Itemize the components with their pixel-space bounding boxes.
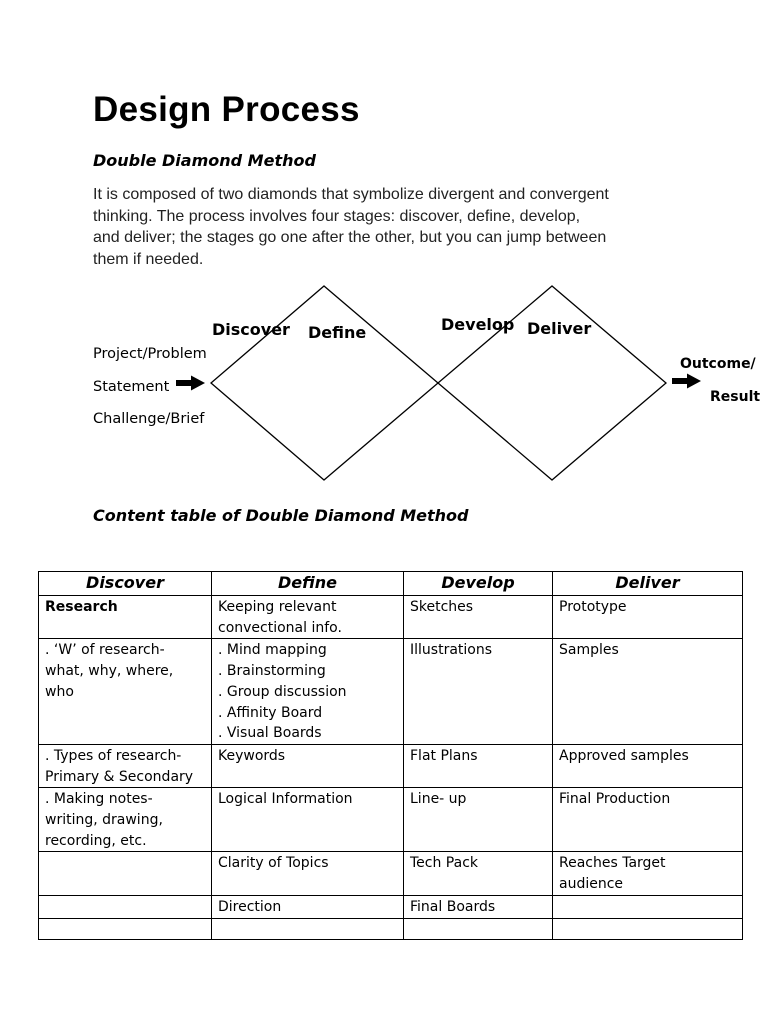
table-cell [404,895,553,918]
table-cell [39,788,212,852]
table-row [39,918,743,939]
table-cell [39,852,212,895]
column-header: Deliver [553,572,743,596]
cell-line: recording, etc. [45,832,147,849]
cell-line: Line- up [410,791,467,808]
table-row [39,895,743,918]
cell-line: Keeping relevant [218,599,337,615]
table-cell [404,744,553,787]
cell-line: . Types of research- [45,747,182,764]
cell-line: Logical Information [218,791,353,808]
cell-line: Illustrations [410,642,493,659]
cell-line: Keywords [218,747,286,764]
stage-label-define: Define [308,323,367,342]
table-cell [39,639,212,745]
intro-line: them if needed. [93,250,204,268]
column-header: Discover [39,572,212,596]
cell-line: Sketches [410,599,474,615]
intro-line: and deliver; the stages go one after the other, but you can jump between [93,229,607,246]
stage-label-develop: Develop [441,315,515,334]
cell-line: Clarity of Topics [218,855,329,872]
table-row [39,852,743,895]
table-cell [212,895,404,918]
cell-line: convectional info. [218,619,342,636]
intro-line: It is composed of two diamonds that symbolize divergent and convergent [93,186,609,203]
table-row [39,596,743,639]
intro-paragraph [93,184,693,270]
table-caption: Content table of Double Diamond Method [93,506,469,525]
cell-line: . Brainstorming [218,663,326,680]
input-label-line: Project/Problem [93,346,207,362]
cell-line: Reaches Target [559,855,666,872]
table-cell [39,596,212,639]
table-row [39,744,743,787]
table-cell [212,744,404,787]
table-cell [553,788,743,852]
cell-line: Approved samples [559,747,689,764]
cell-line: Final Production [559,791,671,808]
cell-line: . Making notes- [45,791,153,808]
cell-line: . Group discussion [218,683,347,700]
table-row [39,639,743,745]
cell-line: what, why, where, [45,663,174,680]
input-label-line: Challenge/Brief [93,411,205,427]
intro-line: thinking. The process involves four stages: discover, define, develop, [93,207,581,225]
page-subtitle: Double Diamond Method [93,151,316,170]
cell-line: Research [45,599,118,615]
output-arrow-icon [672,374,701,389]
stage-label-deliver: Deliver [527,319,592,338]
table-cell [404,852,553,895]
column-header: Define [212,572,404,596]
page-title: Design Process [93,90,360,129]
table-cell [553,895,743,918]
table-cell [212,788,404,852]
content-table [38,571,743,940]
table-cell [39,918,212,939]
cell-line: . Affinity Board [218,704,323,721]
stage-label-discover: Discover [212,320,290,339]
table-cell [553,852,743,895]
cell-line: Flat Plans [410,747,478,764]
table-cell [404,639,553,745]
cell-line: Final Boards [410,898,496,915]
table-row [39,788,743,852]
cell-line: Tech Pack [410,855,479,872]
table-cell [212,918,404,939]
output-label-line: Outcome/ [680,356,756,372]
cell-line: audience [559,876,624,893]
output-label-line: Result [710,389,761,405]
cell-line: who [45,683,74,700]
cell-line: writing, drawing, [45,812,163,829]
table-cell [553,744,743,787]
input-arrow-icon [176,376,205,391]
table-cell [404,788,553,852]
table-cell [404,918,553,939]
cell-line: . Visual Boards [218,725,322,742]
table-body [39,596,743,940]
cell-line: Samples [559,642,619,659]
cell-line: . Mind mapping [218,642,327,659]
input-label-line: Statement [93,379,170,395]
double-diamond-diagram [0,270,768,500]
table-cell [404,596,553,639]
table-cell [39,744,212,787]
column-header: Develop [404,572,553,596]
table-header-row [39,572,743,596]
cell-line: Prototype [559,599,627,615]
cell-line: Direction [218,898,282,915]
cell-line: . ‘W’ of research- [45,642,165,659]
first-diamond [211,286,438,480]
table-cell [212,852,404,895]
table-cell [39,895,212,918]
cell-line: Primary & Secondary [45,768,194,785]
table-cell [553,639,743,745]
table-cell [553,596,743,639]
table-cell [212,639,404,745]
table-cell [553,918,743,939]
table-cell [212,596,404,639]
